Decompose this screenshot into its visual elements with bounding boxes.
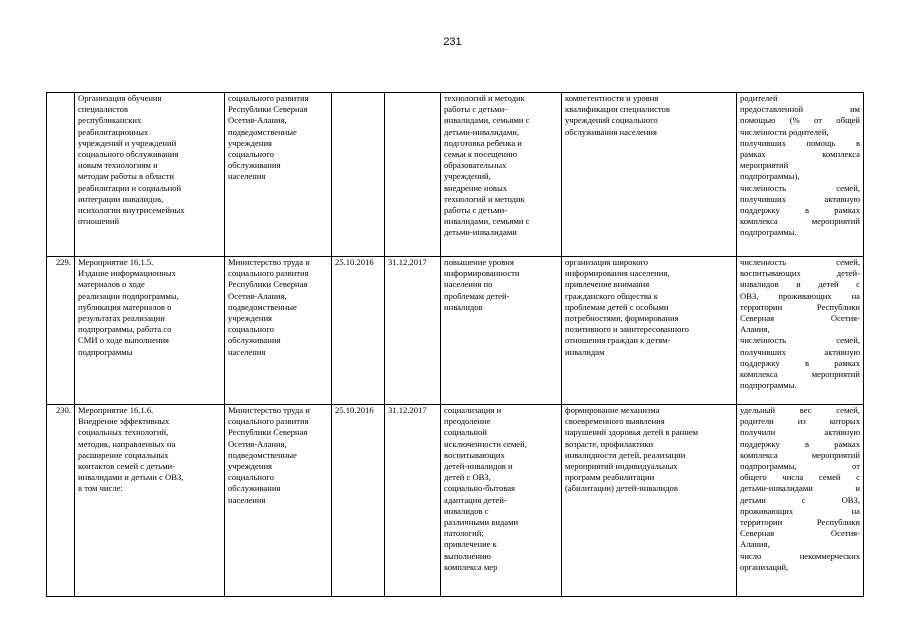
result-cell	[562, 257, 737, 405]
cell-line: проблемам детей с особыми	[565, 301, 669, 312]
cell-line: подпрограммы.	[740, 227, 797, 238]
cell-line: получивших активную	[740, 346, 860, 357]
cell-line: социального	[228, 324, 274, 335]
cell-line: социального	[228, 149, 274, 160]
cell-line: информированности	[444, 268, 520, 279]
cell-line: организаций,	[740, 561, 789, 572]
cell-line: комплекса мероприятий	[740, 216, 860, 227]
cell-line: контактов семей с детьми-	[78, 461, 175, 472]
table-row	[47, 257, 864, 405]
cell-line: патологий;	[444, 528, 484, 539]
cell-line: проблемам детей-	[444, 290, 510, 301]
cell-line: обслуживания	[228, 160, 281, 171]
cell-line: реабилитационных	[78, 126, 149, 137]
cell-line: позитивного и заинтересованного	[565, 324, 689, 335]
executor-cell	[225, 257, 332, 405]
cell-line: инвалидов с	[444, 505, 489, 516]
cell-line: реабилитации и социальной	[78, 182, 182, 193]
cell-line: адаптация детей-	[444, 494, 507, 505]
cell-line: обслуживания населения	[565, 126, 657, 137]
cell-line: число некоммерческих	[740, 550, 860, 561]
table-row	[47, 93, 864, 257]
cell-line: выполнению	[444, 550, 491, 561]
cell-line: работы с детьми-	[444, 104, 508, 115]
executor-cell	[225, 405, 332, 597]
cell-line: учреждения	[228, 137, 273, 148]
end-date-cell: 31.12.2017	[385, 405, 441, 597]
cell-line: численности родителей,	[740, 126, 829, 137]
cell-line: численность семей,	[740, 257, 860, 267]
cell-line: подведомственные	[228, 126, 297, 137]
cell-line: возрасте, профилактики	[565, 438, 654, 449]
cell-line: методик, направленных на	[78, 438, 176, 449]
cell-line: (абилитации) детей-инвалидов	[565, 483, 678, 494]
cell-line: предоставленной им	[740, 104, 860, 115]
cell-line: мероприятий индивидуальных	[565, 461, 678, 472]
event-cell	[75, 257, 225, 405]
cell-line: поддержку в рамках	[740, 438, 860, 449]
cell-line: учреждения	[228, 313, 273, 324]
indicators-cell	[737, 257, 864, 405]
cell-line: мероприятий	[740, 160, 789, 171]
cell-line: Осетия-Алания,	[228, 438, 287, 449]
cell-line: внедрение новых	[444, 182, 508, 193]
indicators-cell	[737, 93, 864, 257]
cell-line: инвалидов и детей с	[740, 279, 860, 290]
executor-cell	[225, 93, 332, 257]
cell-line: компетентности и уровня	[565, 93, 659, 103]
cell-line: повышение уровня	[444, 257, 514, 267]
cell-line: Мероприятие 16.1.6.	[78, 405, 154, 415]
start-date-cell	[332, 93, 385, 257]
cell-line: формирование механизма	[565, 405, 660, 415]
row-number: 229.	[47, 257, 75, 405]
cell-line: психологии внутрисемейных	[78, 205, 185, 216]
cell-line: нарушений здоровья детей в раннем	[565, 427, 699, 438]
cell-line: социального	[228, 472, 274, 483]
cell-line: инвалидам	[565, 346, 605, 357]
cell-line: детьми-инвалидами,	[444, 126, 520, 137]
cell-line: детьми-инвалидами	[444, 227, 517, 238]
event-cell	[75, 93, 225, 257]
cell-line: новым технологиям и	[78, 160, 158, 171]
event-cell	[75, 405, 225, 597]
cell-line: учреждений,	[444, 171, 491, 182]
cell-line: рамках комплекса	[740, 149, 860, 160]
cell-line: подведомственные	[228, 449, 297, 460]
cell-line: гражданского общества к	[565, 290, 658, 301]
cell-line: материалов о ходе	[78, 279, 145, 290]
cell-line: инвалидности детей, реализации	[565, 449, 686, 460]
cell-line: методам работы в области	[78, 171, 174, 182]
end-date-cell	[385, 93, 441, 257]
cell-line: социализация и	[444, 405, 502, 415]
cell-line: инвалидами, семьями с	[444, 115, 530, 126]
cell-line: численность семей,	[740, 182, 860, 193]
cell-line: различными видами	[444, 517, 519, 528]
cell-line: детьми-инвалидами и	[740, 483, 860, 494]
content-cell	[441, 257, 562, 405]
cell-line: информирования населения,	[565, 268, 670, 279]
cell-line: реализации подпрограммы,	[78, 290, 179, 301]
cell-line: расширение социальных	[78, 449, 169, 460]
start-date-cell: 25.10.2016	[332, 257, 385, 405]
cell-line: работы с детьми-	[444, 205, 508, 216]
cell-line: поддержку в рамках	[740, 357, 860, 368]
cell-line: подпрограммы, работа со	[78, 324, 172, 335]
cell-line: своевременного выявления	[565, 416, 665, 427]
cell-line: исключенности семей,	[444, 438, 527, 449]
measures-table	[46, 92, 864, 597]
cell-line: Издание информационных	[78, 268, 176, 279]
cell-line: технологий и методик	[444, 193, 525, 204]
cell-line: республиканских	[78, 115, 142, 126]
cell-line: получили активную	[740, 427, 860, 438]
cell-line: технологий и методик	[444, 93, 525, 103]
cell-line: получивших активную	[740, 193, 860, 204]
cell-line: социально-бытовая	[444, 483, 515, 494]
cell-line: образовательных	[444, 160, 507, 171]
cell-line: социальной	[444, 427, 487, 438]
end-date-cell: 31.12.2017	[385, 257, 441, 405]
content-cell	[441, 93, 562, 257]
cell-line: подпрограммы	[78, 346, 133, 357]
cell-line: комплекса мер	[444, 561, 498, 572]
cell-line: Республики Северная	[228, 104, 308, 115]
cell-line: учреждения	[228, 461, 273, 472]
cell-line: привлечение к	[444, 539, 497, 550]
cell-line: Алания,	[740, 539, 770, 550]
cell-line: программ реабилитации	[565, 472, 655, 483]
cell-line: СМИ о ходе выполнения	[78, 335, 169, 346]
cell-line: в том числе:	[78, 483, 123, 494]
cell-line: родители из которых	[740, 416, 860, 427]
cell-line: помощью (% от общей	[740, 115, 860, 126]
cell-line: населения	[228, 494, 266, 505]
start-date-cell: 25.10.2016	[332, 405, 385, 597]
cell-line: публикация материалов о	[78, 301, 172, 312]
cell-line: учреждений и учреждений	[78, 137, 177, 148]
cell-line: социального обслуживания	[78, 149, 179, 160]
cell-line: общего числа семей с	[740, 472, 860, 483]
cell-line: комплекса мероприятий	[740, 369, 860, 380]
cell-line: социальных технологий,	[78, 427, 169, 438]
result-cell	[562, 93, 737, 257]
cell-line: родителей	[740, 93, 778, 103]
cell-line: ОВЗ, проживающих на	[740, 290, 860, 301]
row-number: 230.	[47, 405, 75, 597]
cell-line: организация широкого	[565, 257, 649, 267]
cell-line: Северная Осетия-	[740, 528, 860, 539]
cell-line: Республики Северная	[228, 279, 308, 290]
cell-line: детей-инвалидов и	[444, 461, 513, 472]
cell-line: Республики Северная	[228, 427, 308, 438]
page-number: 231	[443, 36, 462, 48]
cell-line: интеграции инвалидов,	[78, 193, 164, 204]
cell-line: квалификации специалистов	[565, 104, 670, 115]
content-cell	[441, 405, 562, 597]
cell-line: проживающих на	[740, 505, 860, 516]
cell-line: подведомственные	[228, 301, 297, 312]
cell-line: Внедрение эффективных	[78, 416, 170, 427]
cell-line: Организация обучения	[78, 93, 162, 103]
cell-line: отношения граждан к детям-	[565, 335, 671, 346]
cell-line: социального развития	[228, 268, 309, 279]
cell-line: населения	[228, 171, 266, 182]
cell-line: семьи к посещению	[444, 149, 518, 160]
cell-line: воспитывающих детей-	[740, 268, 860, 279]
cell-line: инвалидов	[444, 301, 483, 312]
cell-line: подпрограммы),	[740, 171, 800, 182]
cell-line: населения по	[444, 279, 493, 290]
cell-line: Министерство труда и	[228, 257, 310, 267]
cell-line: инвалидами и детьми с ОВЗ,	[78, 472, 184, 483]
cell-line: территории Республики	[740, 517, 860, 528]
row-number	[47, 93, 75, 257]
cell-line: Северная Осетия-	[740, 313, 860, 324]
cell-line: обслуживания	[228, 483, 281, 494]
cell-line: учреждений социального	[565, 115, 658, 126]
cell-line: потребностями, формирования	[565, 313, 679, 324]
cell-line: поддержку в рамках	[740, 205, 860, 216]
cell-line: подготовка ребенка и	[444, 137, 522, 148]
cell-line: обслуживания	[228, 335, 281, 346]
cell-line: подпрограммы.	[740, 380, 797, 391]
cell-line: социального развития	[228, 93, 309, 103]
cell-line: детьми с ОВЗ,	[740, 494, 860, 505]
cell-line: Осетия-Алания,	[228, 115, 287, 126]
cell-line: специалистов	[78, 104, 129, 115]
cell-line: инвалидами, семьями с	[444, 216, 530, 227]
cell-line: Осетия-Алания,	[228, 290, 287, 301]
table-row	[47, 405, 864, 597]
cell-line: Мероприятие 16.1.5.	[78, 257, 154, 267]
cell-line: населения	[228, 346, 266, 357]
cell-line: преодоление	[444, 416, 491, 427]
cell-line: получивших помощь в	[740, 137, 860, 148]
indicators-cell	[737, 405, 864, 597]
cell-line: удельный вес семей,	[740, 405, 860, 415]
cell-line: социального развития	[228, 416, 309, 427]
cell-line: отношений	[78, 216, 120, 227]
cell-line: комплекса мероприятий	[740, 449, 860, 460]
cell-line: подпрограммы, от	[740, 461, 860, 472]
cell-line: детей с ОВЗ,	[444, 472, 491, 483]
cell-line: численность семей,	[740, 335, 860, 346]
cell-line: воспитывающих	[444, 449, 505, 460]
cell-line: территории Республики	[740, 301, 860, 312]
result-cell	[562, 405, 737, 597]
cell-line: привлечение внимания	[565, 279, 650, 290]
cell-line: результатах реализации	[78, 313, 165, 324]
cell-line: Алания,	[740, 324, 770, 335]
cell-line: Министерство труда и	[228, 405, 310, 415]
